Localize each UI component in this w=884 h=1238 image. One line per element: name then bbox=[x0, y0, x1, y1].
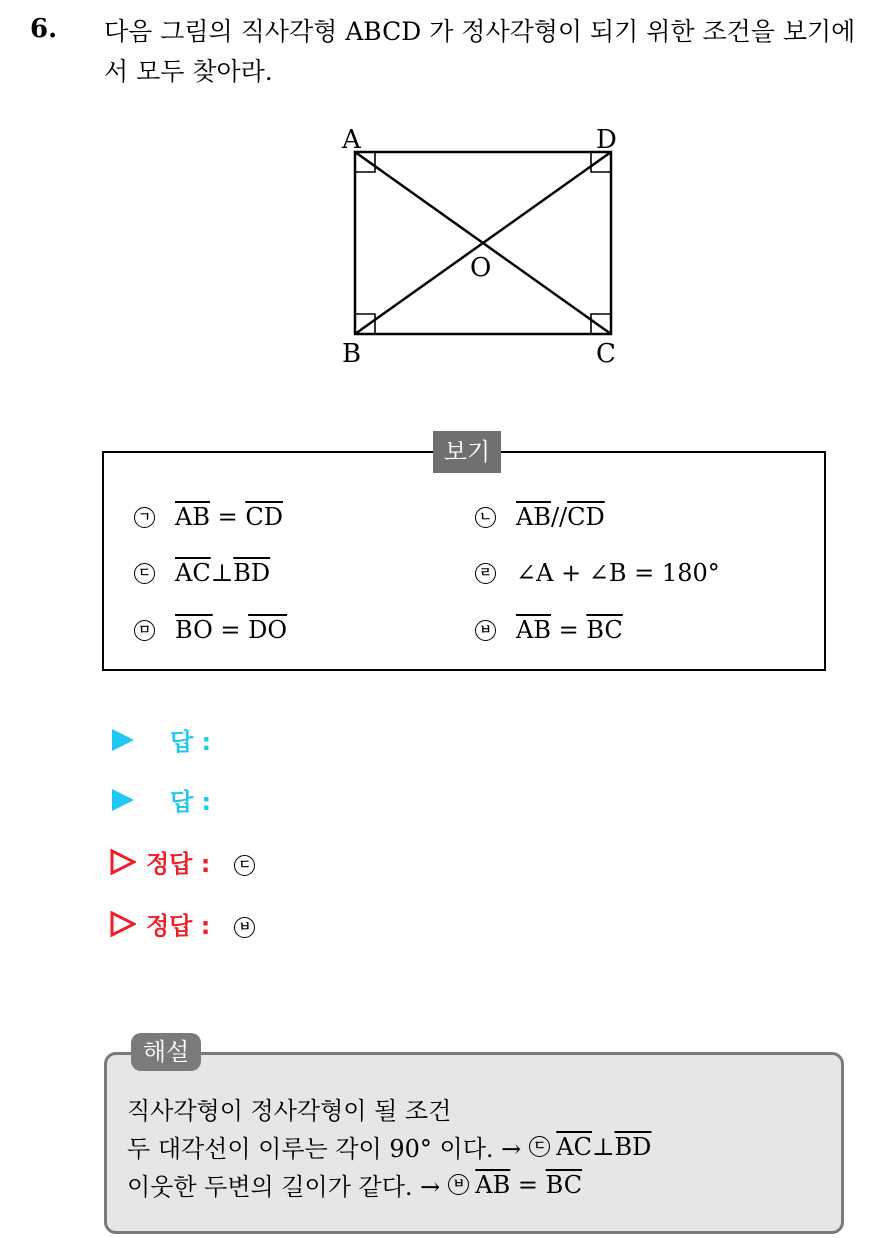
angle-expression: ∠A + ∠B = 180° bbox=[516, 559, 720, 587]
answer-mark: ㅂ bbox=[234, 917, 255, 938]
filled-triangle-icon bbox=[110, 787, 136, 813]
operator: = bbox=[510, 1170, 546, 1199]
option-mark: ㄴ bbox=[475, 507, 496, 528]
bogi-option-2 bbox=[475, 503, 605, 531]
option-mark: ㄱ bbox=[134, 507, 155, 528]
option-mark: ㅂ bbox=[475, 620, 496, 641]
outline-triangle-icon bbox=[110, 849, 136, 875]
correct-answer-line-2 bbox=[110, 906, 255, 941]
correct-answer-line-1 bbox=[110, 844, 255, 879]
explanation-text: 직사각형이 정사각형이 될 조건 bbox=[127, 1097, 452, 1125]
answer-line-2 bbox=[110, 782, 211, 817]
segment: $\overline{CD}$ bbox=[245, 503, 283, 531]
segment: $\overline{BD}$ bbox=[614, 1132, 652, 1161]
bogi-option-5 bbox=[134, 616, 287, 644]
vertex-label-c: C bbox=[596, 339, 616, 369]
segment: $\overline{AC}$ bbox=[175, 559, 211, 587]
answer-label: 답 : bbox=[170, 728, 212, 756]
bogi-box bbox=[102, 438, 826, 671]
explanation-text: 이웃한 두변의 길이가 같다. → bbox=[127, 1173, 441, 1201]
filled-triangle-icon bbox=[110, 727, 136, 753]
segment: $\overline{BC}$ bbox=[586, 616, 623, 644]
vertex-label-a: A bbox=[342, 125, 361, 155]
bogi-option-4 bbox=[475, 559, 720, 587]
bogi-option-1 bbox=[134, 503, 283, 531]
vertex-label-b: B bbox=[342, 339, 362, 369]
explanation-text: 두 대각선이 이루는 각이 90° 이다. → bbox=[127, 1135, 522, 1163]
segment: $\overline{AB}$ bbox=[516, 503, 551, 531]
operator: = bbox=[209, 503, 246, 531]
question-number: 6. bbox=[30, 14, 58, 44]
segment: $\overline{AB}$ bbox=[175, 503, 210, 531]
operator: = bbox=[550, 616, 587, 644]
option-mark: ㄷ bbox=[134, 563, 155, 584]
correct-answer-value bbox=[234, 909, 255, 938]
operator: ⊥ bbox=[210, 559, 234, 587]
explanation-box bbox=[104, 1038, 844, 1234]
segment: $\overline{AB}$ bbox=[516, 616, 551, 644]
segment: $\overline{BO}$ bbox=[175, 616, 213, 644]
explanation-line-1 bbox=[127, 1091, 451, 1126]
option-mark: ㄹ bbox=[475, 563, 496, 584]
operator: ⊥ bbox=[591, 1132, 615, 1161]
rectangle-figure bbox=[330, 118, 630, 378]
explanation-mark: ㄷ bbox=[529, 1136, 550, 1157]
answer-line-1 bbox=[110, 722, 211, 757]
answer-mark: ㄷ bbox=[234, 855, 255, 876]
center-label-o: O bbox=[470, 253, 492, 283]
option-mark: ㅁ bbox=[134, 620, 155, 641]
outline-triangle-icon bbox=[110, 911, 136, 937]
question-text: 다음 그림의 직사각형 ABCD 가 정사각형이 되기 위한 조건을 보기에서 모두 찾아라. bbox=[104, 17, 856, 86]
correct-answer-value bbox=[234, 847, 255, 876]
segment: $\overline{CD}$ bbox=[567, 503, 605, 531]
correct-answer-label: 정답 : bbox=[146, 850, 211, 878]
explanation-line-2 bbox=[127, 1129, 651, 1164]
bogi-option-6 bbox=[475, 616, 623, 644]
vertex-label-d: D bbox=[596, 125, 617, 155]
explanation-mark: ㅂ bbox=[448, 1174, 469, 1195]
operator: = bbox=[212, 616, 249, 644]
segment: $\overline{AB}$ bbox=[475, 1170, 511, 1199]
segment: $\overline{BD}$ bbox=[233, 559, 271, 587]
explanation-title: 해설 bbox=[131, 1033, 201, 1071]
bogi-option-3 bbox=[134, 559, 270, 587]
segment: $\overline{BC}$ bbox=[545, 1170, 583, 1199]
bogi-title: 보기 bbox=[433, 431, 501, 473]
segment: $\overline{AC}$ bbox=[556, 1132, 592, 1161]
answer-label: 답 : bbox=[170, 788, 212, 816]
correct-answer-label: 정답 : bbox=[146, 912, 211, 940]
operator: // bbox=[550, 503, 568, 531]
explanation-line-3 bbox=[127, 1167, 582, 1202]
segment: $\overline{DO}$ bbox=[248, 616, 288, 644]
